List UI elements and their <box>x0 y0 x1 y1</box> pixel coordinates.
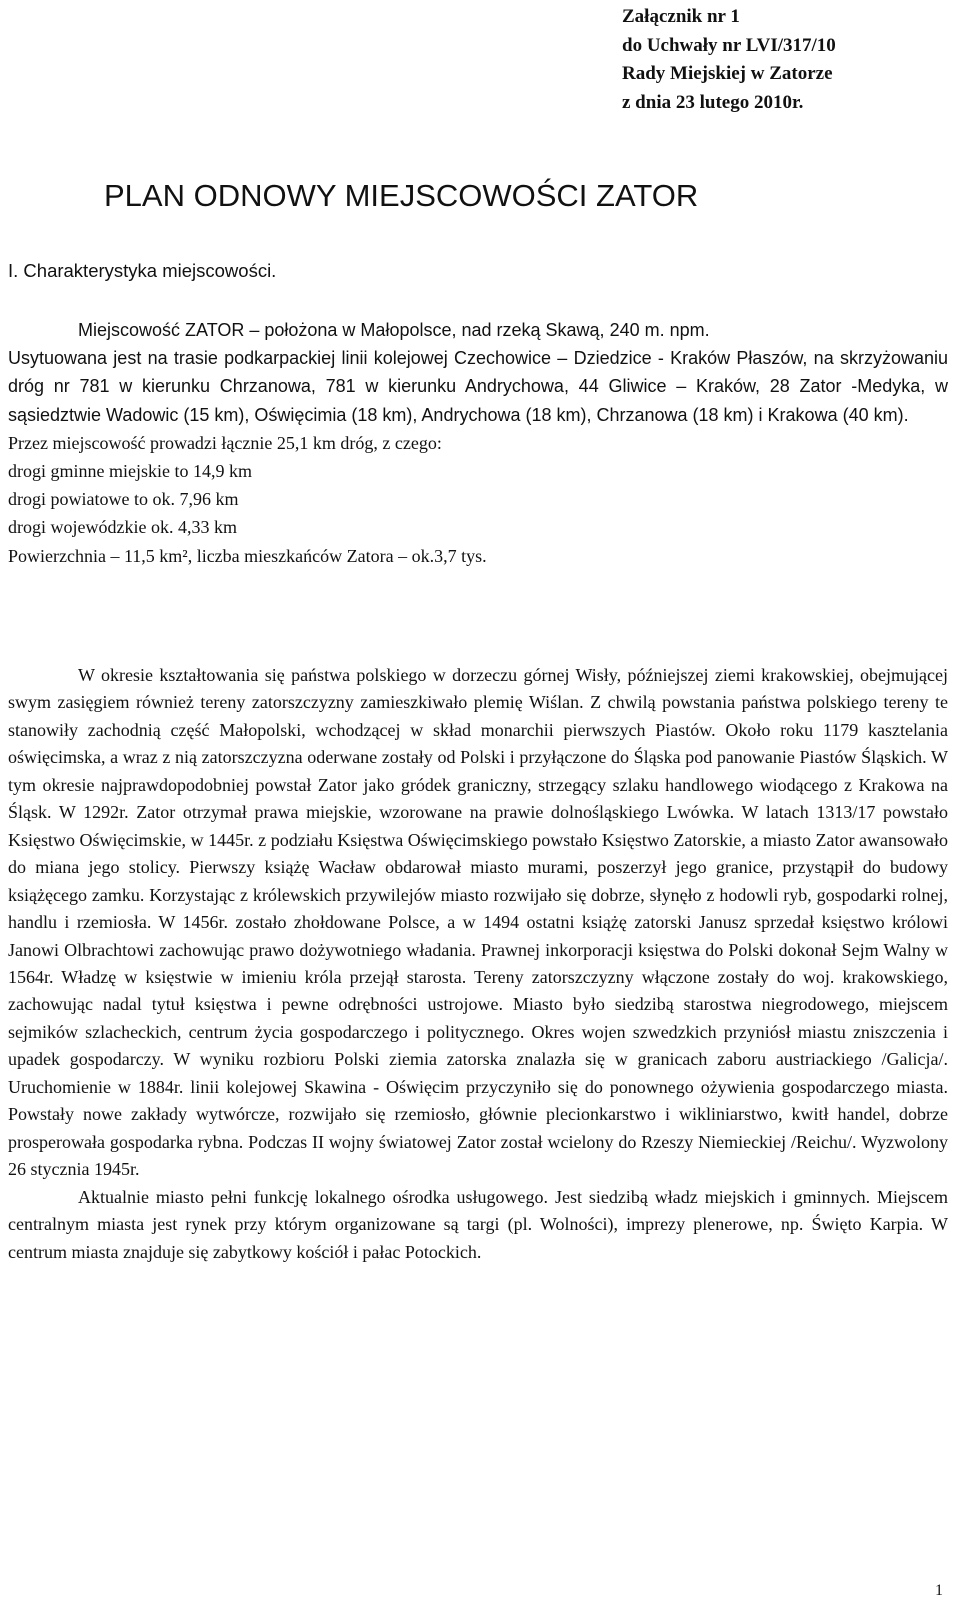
road-statistics <box>8 429 948 570</box>
attachment-line: do Uchwały nr LVI/317/10 <box>622 34 836 56</box>
roads-total: Przez miejscowość prowadzi łącznie 25,1 km dróg, z czego: <box>8 432 442 453</box>
attachment-header <box>622 3 836 117</box>
attachment-line: Załącznik nr 1 <box>622 6 740 27</box>
location-text: Miejscowość ZATOR – położona w Małopolsce, nad rzeką Skawą, 240 m. npm. <box>78 320 710 340</box>
document-title: PLAN ODNOWY MIEJSCOWOŚCI ZATOR <box>104 178 699 213</box>
roads-municipal: drogi gminne miejskie to 14,9 km <box>8 461 252 482</box>
history-paragraph: W okresie kształtowania się państwa polskiego w dorzeczu górnej Wisły, późniejszej ziemi krakowskiej, obejmującej swym zasięgiem również tereny zatorszczyzny zamieszkiwało plemię Wiślan. Z chwilą powstania państwa polskiego tereny te stanowiły zachodnią część Małopolski, wchodzącej w skład monarchii pierwszych Piastów. Około roku 1179 kasztelania oświęcimska, a wraz z nią zatorszczyzna oderwane zostały od Polski i przyłączone do Śląska pod panowanie Piastów Śląskich. W tym okresie najprawdopodobniej powstał Zator jako gródek graniczny, strzegący szlaku handlowego wiodącego z Krakowa na Śląsk. W 1292r. Zator otrzymał prawa miejskie, wzorowane na prawie dolnośląskiego Lwówka. W latach 1313/17 powstało Księstwo Oświęcimskie, w 1445r. z podziału Księstwa Oświęcimskiego powstało Księstwo Zatorskie, a miasto Zator awansowało do miana jego stolicy. Pierwszy książę Wacław obdarował miasto murami, poszerzył jego granice, przystąpił do budowy książęcego zamku. Korzystając z królewskich przywilejów miasto rozwijało się dobrze, słynęło z hodowli ryb, gospodarki rolnej, handlu i rzemiosła. W 1456r. zostało zhołdowane Polsce, a w 1494 ostatni książę zatorski Janusz sprzedał księstwo królowi Janowi Olbrachtowi zachowując prawo dożywotniego władania. Prawnej inkorporacji księstwa do Polski dokonał Sejm Walny w 1564r. Władzę w księstwie w imieniu króla przejął starosta. Tereny zatorszczyzny włączone zostały do woj. krakowskiego, zachowując nadal tytuł księstwa i pewne odrębności ustrojowe. Miasto było siedzibą starostwa niegrodowego, miejscem sejmików szlacheckich, centrum życia gospodarczego i politycznego. Okres wojen szwedzkich przyniósł miastu zniszczenia i upadek gospodarczy. W wyniku rozbioru Polski ziemia zatorska znalazła się w granicach zaboru austriackiego /Galicja/. Uruchomienie w 1884r. linii kolejowej Skawina - Oświęcim przyczyniło się do ponownego ożywienia gospodarczego miasta. Powstały nowe zakłady wytwórcze, rozwijało się rzemiosło, głównie plecionkarstwo i wikliniarstwo, kwitł handel, dobrze prosperowała gospodarka rybna. Podczas II wojny światowej Zator został wcielony do Rzeszy Niemieckiej /Reichu/. Wyzwolony 26 stycznia 1945r. <box>8 665 948 1180</box>
history-paragraph: Aktualnie miasto pełni funkcję lokalnego ośrodka usługowego. Jest siedzibą władz miejskich i gminnych. Miejscem centralnym miasta jest rynek przy którym organizowane są targi (pl. Wolności), imprezy plenerowe, np. Święto Karpia. W centrum miasta znajduje się zabytkowy kościół i pałac Potockich. <box>8 1186 948 1262</box>
attachment-line: z dnia 23 lutego 2010r. <box>622 91 804 113</box>
situation-text: Usytuowana jest na trasie podkarpackiej linii kolejowej Czechowice – Dziedzice - Kraków Płaszów, na skrzyżowaniu dróg nr 781 w kierunku Chrzanowa, 781 w kierunku Andrychowa, 44 Gliwice – Kraków, 28 Zator -Medyka, w sąsiedztwie Wadowic (15 km), Oświęcimia (18 km), Andrychowa (18 km), Chrzanowa (18 km) i Krakowa (40 km). <box>8 348 948 425</box>
intro-section <box>8 316 948 570</box>
area-population: Powierzchnia – 11,5 km², liczba mieszkańców Zatora – ok.3,7 tys. <box>8 545 487 566</box>
page-number: 1 <box>935 1582 943 1599</box>
attachment-line: Rady Miejskiej w Zatorze <box>622 63 833 84</box>
roads-voivodeship: drogi wojewódzkie ok. 4,33 km <box>8 517 237 538</box>
section-heading: I. Charakterystyka miejscowości. <box>8 260 277 281</box>
roads-county: drogi powiatowe to ok. 7,96 km <box>8 489 239 510</box>
history-section <box>8 662 948 1266</box>
